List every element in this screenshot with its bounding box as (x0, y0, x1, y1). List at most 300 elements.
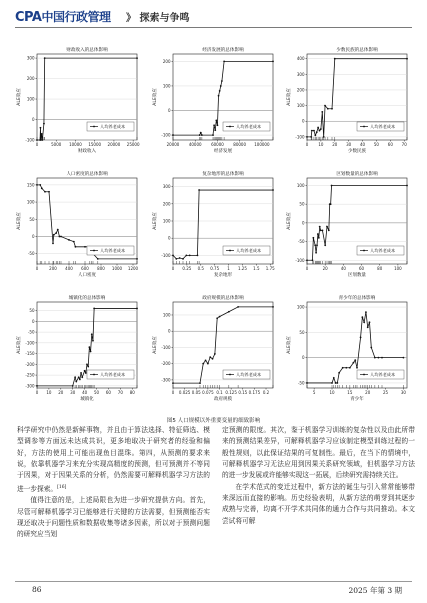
data-point (219, 90, 221, 92)
legend-marker (229, 374, 231, 376)
data-point (338, 372, 340, 374)
x-tick-label: 0 (35, 266, 39, 271)
data-point (87, 366, 89, 368)
journal-logo (15, 8, 110, 25)
data-point (221, 80, 223, 82)
y-tick-label: -250 (25, 372, 35, 378)
data-point (306, 382, 308, 384)
data-point (320, 229, 322, 231)
data-point (237, 306, 239, 308)
data-point (201, 134, 203, 136)
chart-title: 政府规模的总体影响 (202, 296, 244, 301)
legend-label: 人均养老成本 (100, 372, 126, 378)
x-axis-label: 区划数量 (348, 273, 366, 278)
data-point (324, 105, 326, 107)
x-tick-label: 1.5 (253, 266, 260, 271)
chart-title: 人口密度的总体影响 (66, 172, 108, 177)
data-point (80, 372, 82, 374)
legend-marker (363, 126, 365, 128)
x-tick-label: 60 (387, 142, 393, 147)
x-tick-label: 50 (93, 390, 100, 395)
y-tick-label: 300 (26, 55, 35, 61)
x-tick-label: 70 (117, 390, 123, 395)
x-tick-label: 1.75 (265, 266, 275, 271)
x-tick-label: 20 (332, 142, 338, 147)
x-axis-label: 经济发展 (214, 149, 232, 154)
y-axis-label: ALE效应 (17, 88, 22, 106)
x-axis-label: 青少年 (350, 397, 364, 402)
data-point (93, 308, 95, 310)
data-point (189, 255, 191, 257)
x-tick-label: 600 (81, 266, 89, 271)
y-tick-label: -50 (297, 239, 305, 245)
data-point (136, 258, 138, 260)
data-point (172, 134, 174, 136)
x-tick-label: 20 (365, 390, 371, 395)
x-tick-label: 10000 (69, 142, 82, 147)
data-point (84, 370, 86, 372)
x-tick-label: 5000 (51, 142, 62, 147)
legend-marker (93, 126, 95, 128)
data-point (319, 130, 321, 132)
x-tick-label: 15 (347, 390, 353, 395)
data-point (316, 244, 318, 246)
chart-svg (15, 292, 142, 414)
data-point (91, 333, 93, 335)
chart-svg (151, 44, 278, 166)
figure-caption: 图5 人口规模以外重要变量的细致影响 (166, 418, 261, 424)
data-point (378, 357, 380, 359)
header-rule (15, 27, 412, 28)
data-point (223, 60, 225, 62)
x-tick-label: 60 (105, 390, 111, 395)
data-point (324, 244, 326, 246)
data-point (335, 382, 337, 384)
paragraph-text: 科学研究中仍然是新鲜事物，并且由于算法选择、特征筛选、模型调参等方面远未达成共识，更多地取决于研究者的经验和偏好，方法的使用上可能出现鱼目混珠。第四，从预测的要求来说，依靠机器学习来充分实现高精度的预测，但可预测并不等同于因果，对于因果关系的分析，仍然需要可解释机器学习方法的进一步探索。 (17, 426, 210, 493)
body-column-right (222, 425, 415, 527)
x-axis-label: 少数民族 (348, 149, 366, 154)
data-point (317, 233, 319, 235)
x-tick-label: 25000 (126, 142, 140, 147)
y-tick-label: -300 (161, 377, 171, 383)
y-tick-label: 100 (296, 103, 305, 109)
x-tick-label: 5 (312, 390, 316, 395)
y-axis-label: ALE效应 (153, 212, 158, 230)
y-tick-label: 0 (167, 108, 171, 114)
y-axis-label: ALE效应 (17, 212, 22, 230)
data-point (374, 357, 376, 359)
y-tick-label: 0 (301, 355, 305, 361)
data-point (353, 362, 355, 364)
data-point (356, 367, 358, 369)
x-tick-label: 60000 (211, 142, 224, 147)
chart-district-count (285, 168, 412, 290)
y-tick-label: 100 (26, 199, 35, 205)
x-tick-label: 0.15 (238, 390, 248, 395)
body-column-left (17, 425, 210, 541)
x-tick-label: 100000 (254, 142, 270, 147)
data-point (342, 367, 344, 369)
x-tick-label: 25 (383, 390, 389, 395)
y-tick-label: -50 (27, 329, 35, 335)
logo-title: 中国行政管理 (41, 10, 111, 24)
y-tick-label: -300 (25, 383, 35, 389)
legend-marker (363, 250, 365, 252)
x-axis-label: 城镇化 (80, 397, 94, 402)
chart-svg (285, 44, 412, 166)
chart-svg (15, 168, 142, 290)
data-point (197, 255, 199, 257)
data-point (218, 95, 220, 97)
x-tick-label: 0 (35, 390, 39, 395)
chart-title: 青少年的总体影响 (338, 296, 376, 301)
y-tick-label: 100 (296, 182, 305, 188)
x-tick-label: 40 (360, 142, 366, 147)
data-point (179, 257, 181, 259)
chart-title: 财政收入的总体影响 (66, 48, 108, 53)
data-point (217, 124, 219, 126)
x-tick-label: 0 (171, 266, 175, 271)
x-axis-label: 人口密度 (78, 273, 96, 278)
chart-government-size (151, 292, 278, 414)
y-tick-label: -100 (25, 340, 35, 346)
x-tick-label: 0 (171, 390, 175, 395)
x-tick-label: 40 (82, 390, 88, 395)
data-point (334, 58, 336, 60)
y-tick-label: -100 (25, 137, 35, 143)
chart-youth (285, 292, 412, 414)
data-point (84, 246, 86, 248)
x-tick-label: 0.175 (248, 390, 261, 395)
data-point (320, 128, 322, 130)
x-tick-label: 800 (97, 266, 105, 271)
section-label: 》 探索与争鸣 (126, 13, 190, 24)
data-point (322, 229, 324, 231)
legend-label: 人均养老成本 (370, 372, 396, 378)
data-point (367, 326, 369, 328)
x-tick-label: 80000 (233, 142, 247, 147)
data-point (40, 127, 42, 129)
data-point (361, 316, 363, 318)
data-point (182, 258, 184, 260)
x-tick-label: 20 (58, 390, 64, 395)
data-point (172, 255, 174, 257)
y-tick-label: 50 (299, 329, 305, 335)
x-tick-label: 100 (394, 266, 402, 271)
y-axis-label: ALE效应 (17, 336, 22, 354)
data-point (55, 232, 57, 234)
data-point (216, 317, 218, 319)
data-point (175, 258, 177, 260)
data-point (272, 189, 274, 191)
data-point (200, 132, 202, 134)
data-point (44, 57, 46, 59)
x-tick-label: 0.05 (191, 390, 201, 395)
data-point (317, 127, 319, 129)
data-point (314, 134, 316, 136)
data-point (321, 111, 323, 113)
data-point (172, 382, 174, 384)
y-tick-label: 0 (301, 220, 305, 226)
legend-label: 人均养老成本 (236, 372, 262, 378)
y-axis-label: ALE效应 (287, 336, 292, 354)
x-tick-label: 30 (400, 390, 406, 395)
y-tick-label: 100 (296, 304, 305, 310)
data-point (92, 340, 94, 342)
data-point (52, 242, 54, 244)
legend-marker (229, 126, 231, 128)
y-tick-label: 200 (162, 201, 171, 207)
data-point (336, 382, 338, 384)
legend-label: 人均养老成本 (100, 248, 126, 254)
y-tick-label: 50 (29, 216, 35, 222)
x-axis-label: 政府规模 (214, 397, 232, 402)
data-point (213, 124, 215, 126)
data-point (331, 185, 333, 187)
data-point (381, 357, 383, 359)
data-point (86, 363, 88, 365)
data-point (57, 229, 59, 231)
y-tick-label: 50 (299, 201, 305, 207)
x-tick-label: 0 (305, 266, 309, 271)
data-point (41, 187, 43, 189)
data-point (220, 85, 222, 87)
data-point (331, 382, 333, 384)
x-tick-label: 80 (129, 390, 135, 395)
y-tick-label: 100 (26, 96, 35, 102)
data-point (212, 134, 214, 136)
data-point (136, 308, 138, 310)
chart-economic-development (151, 44, 278, 166)
data-point (212, 358, 214, 360)
data-point (228, 311, 230, 313)
y-axis-label: ALE效应 (153, 88, 158, 106)
data-point (306, 259, 308, 261)
legend-label: 人均养老成本 (370, 124, 396, 130)
x-tick-label: 1 (227, 266, 230, 271)
x-tick-label: 400 (65, 266, 73, 271)
data-point (199, 382, 201, 384)
data-point (219, 316, 221, 318)
chart-svg (151, 292, 278, 414)
data-point (314, 244, 316, 246)
data-point (327, 108, 329, 110)
data-point (313, 130, 315, 132)
y-tick-label: 200 (26, 76, 35, 82)
chart-minority (285, 44, 412, 166)
data-point (311, 130, 313, 132)
journal-header (15, 6, 412, 32)
data-point (44, 191, 46, 193)
paragraph: 定预测的限度。其次，鉴于机器学习训练的复杂性以及由此所带来的预测结果差异，可解释机器学习应该制定模型训练过程的一般性规则，以此保证结果的可复制性。最后，在当下的情境中，可解释机器学习无法应用到因果关系研究领域，但机器学习方法的进一步发展或许能够实现这一拓展，后续研究需持续关注。 (222, 426, 415, 480)
x-tick-label: 0.025 (178, 390, 191, 395)
legend-marker (363, 374, 365, 376)
data-point (328, 229, 330, 231)
y-tick-label: 0 (301, 118, 305, 124)
chart-title: 复杂地形的总体影响 (202, 172, 244, 177)
data-point (136, 57, 138, 59)
y-tick-label: 0 (167, 235, 171, 241)
data-point (354, 359, 356, 361)
x-axis-label: 财政收入 (78, 149, 96, 154)
x-tick-label: 0.75 (210, 266, 220, 271)
chart-complex-terrain (151, 168, 278, 290)
y-tick-label: -100 (295, 257, 305, 263)
y-tick-label: 100 (162, 312, 171, 318)
data-point (43, 123, 45, 125)
y-tick-label: 200 (296, 87, 305, 93)
x-tick-label: 1.25 (237, 266, 247, 271)
y-tick-label: 150 (26, 182, 35, 188)
x-tick-label: 30 (346, 142, 352, 147)
data-point (39, 184, 41, 186)
data-point (207, 363, 209, 365)
x-tick-label: 10 (46, 390, 52, 395)
data-point (73, 241, 75, 243)
data-point (202, 363, 204, 365)
x-tick-label: 0 (305, 142, 309, 147)
data-point (333, 377, 335, 379)
y-tick-label: 300 (162, 184, 171, 190)
data-point (85, 372, 87, 374)
y-tick-label: 200 (162, 58, 171, 64)
data-point (365, 311, 367, 313)
x-tick-label: 1000 (111, 266, 123, 271)
y-axis-label: ALE效应 (287, 212, 292, 230)
data-point (318, 237, 320, 239)
data-point (78, 376, 80, 378)
data-point (88, 346, 90, 348)
data-point (81, 376, 83, 378)
y-tick-label: 0 (31, 233, 35, 239)
x-tick-label: 20 (322, 266, 328, 271)
x-tick-label: 40000 (188, 142, 202, 147)
x-tick-label: 20000 (107, 142, 121, 147)
y-tick-label: 100 (162, 83, 171, 89)
data-point (79, 379, 81, 381)
data-point (349, 367, 351, 369)
data-point (97, 258, 99, 260)
data-point (48, 191, 50, 193)
data-point (214, 129, 216, 131)
data-point (205, 360, 207, 362)
chart-title: 城镇化的总体影响 (68, 296, 106, 301)
chart-title: 区划数量的总体影响 (336, 172, 378, 177)
data-point (53, 234, 55, 236)
x-axis-label: 复杂地形 (214, 273, 232, 278)
page-number: 86 (32, 585, 42, 594)
x-tick-label: 0 (35, 142, 39, 147)
chart-svg (285, 168, 412, 290)
data-point (185, 255, 187, 257)
chart-fiscal-revenue (15, 44, 142, 166)
data-point (41, 133, 43, 135)
x-tick-label: 200 (49, 266, 57, 271)
data-point (406, 58, 408, 60)
data-point (59, 236, 61, 238)
paragraph: 值得注意的是，上述局限也为进一步研究提供方向。首先，尽管可解释机器学习已能够进行关键的方法需要，但预测能否实现还取决于问题性质和数据收集等诸多因素，所以对于预测问题的研究应当划 (17, 496, 210, 539)
data-point (316, 131, 318, 133)
data-point (403, 357, 405, 359)
data-point (406, 185, 408, 187)
x-tick-label: 70 (401, 142, 407, 147)
x-tick-label: 0.2 (262, 390, 270, 395)
y-tick-label: -100 (161, 252, 171, 258)
x-tick-label: 10 (329, 390, 335, 395)
data-point (360, 337, 362, 339)
data-point (369, 321, 371, 323)
footer-rule (15, 581, 412, 582)
y-tick-label: 50 (29, 308, 35, 314)
chart-title: 少数民族的总体影响 (336, 48, 378, 53)
issue-label: 2025 年第 3 期 (348, 586, 402, 595)
legend-label: 人均养老成本 (236, 248, 262, 254)
data-point (90, 351, 92, 353)
data-point (68, 239, 70, 241)
data-point (319, 226, 321, 228)
y-tick-label: -100 (161, 344, 171, 350)
data-point (331, 108, 333, 110)
data-point (60, 236, 62, 238)
data-point (312, 259, 314, 261)
chart-urbanization (15, 292, 142, 414)
y-tick-label: 300 (296, 71, 305, 77)
data-point (214, 353, 216, 355)
logo-prefix: CPA (15, 10, 42, 25)
data-point (215, 119, 217, 121)
x-tick-label: 0.25 (182, 266, 192, 271)
data-point (330, 203, 332, 205)
data-point (36, 184, 38, 186)
x-tick-label: 40 (340, 266, 346, 271)
x-tick-label: 0.5 (197, 266, 204, 271)
data-point (345, 367, 347, 369)
y-tick-label: 400 (296, 56, 305, 62)
data-point (272, 306, 274, 308)
x-tick-label: 50 (373, 142, 379, 147)
data-point (326, 226, 328, 228)
paragraph: 在学术范式的变迁过程中，新方法的诞生与引入常常能够带来深远而直接的影响。历史经验表明，从新方法的萌芽到其逐步成熟与完善，均离不开学术共同体的通力合作与共同推动。本文尝试将可解 (222, 482, 415, 525)
chart-title: 经济发展的总体影响 (202, 48, 244, 53)
data-point (315, 252, 317, 254)
data-point (209, 356, 211, 358)
x-tick-label: 15000 (88, 142, 102, 147)
y-tick-label: 100 (162, 218, 171, 224)
x-tick-label: 60 (358, 266, 365, 271)
data-point (312, 237, 314, 239)
x-tick-label: 1200 (127, 266, 139, 271)
chart-svg (285, 292, 412, 414)
legend-label: 人均养老成本 (370, 248, 396, 254)
y-tick-label: -50 (27, 251, 35, 257)
x-tick-label: 80 (377, 266, 383, 271)
legend-label: 人均养老成本 (236, 124, 262, 130)
x-tick-label: 0.1 (216, 390, 223, 395)
legend-label: 人均养老成本 (100, 124, 126, 130)
data-point (272, 60, 274, 62)
data-point (198, 189, 200, 191)
x-tick-label: 30 (70, 390, 76, 395)
data-point (370, 347, 372, 349)
x-tick-label: 20000 (166, 142, 180, 147)
y-tick-label: 0 (167, 328, 171, 334)
chart-svg (15, 44, 142, 166)
data-point (199, 134, 201, 136)
y-axis-label: ALE效应 (287, 88, 292, 106)
data-point (74, 376, 76, 378)
y-tick-label: -200 (161, 361, 171, 367)
y-tick-label: -100 (295, 134, 305, 140)
